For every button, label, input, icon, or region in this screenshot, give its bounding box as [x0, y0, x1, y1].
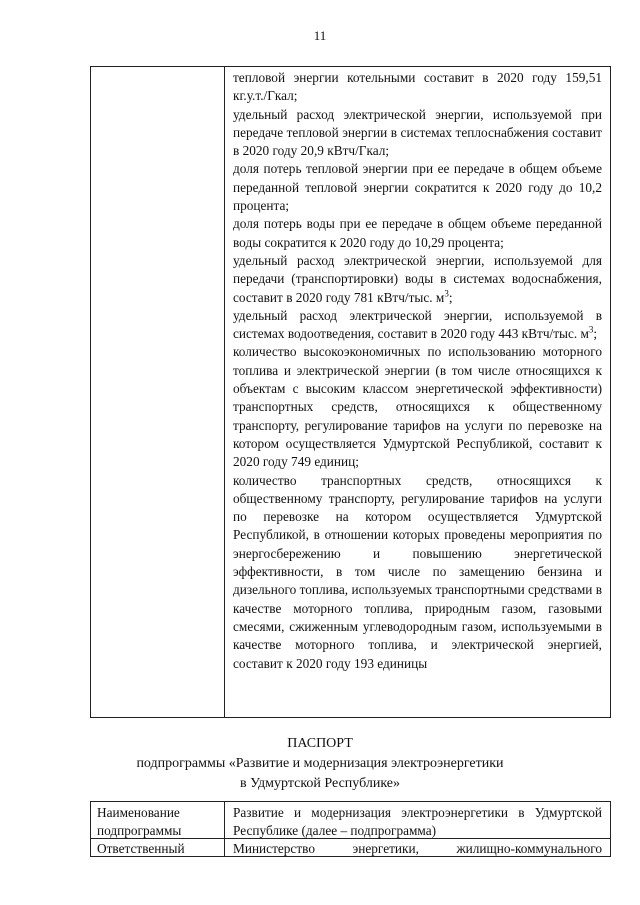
punctuation: ;: [448, 289, 453, 305]
passport-subtitle-line2: в Удмуртской Республике»: [239, 776, 401, 791]
paragraph-heat-electricity: удельный расход электрической энергии, используемой при передаче тепловой энергии в системах теплоснабжения составит в 2020 году 20,9 кВтч/Гкал;: [233, 106, 602, 159]
passport-title: ПАСПОРТ: [287, 736, 353, 751]
paragraph-transport-measures: количество транспортных средств, относящихся к общественному транспорту, регулирование тарифов на услуги по перевозке на котором осуществляется Удмуртской Республикой, в отношении которых проведены мероприятия по энергосбережению и повышению энергетической эффективности, в том числе по замещению бензина и дизельного топлива, используемых транспортными средствами в качестве моторного топлива, природным газом, газовыми смесями, сжиженным углеводородным газом, используемыми в качестве моторного топлива, и электрической энергией, составит к 2020 году 193 единицы: [233, 472, 602, 671]
paragraph-boiler-fuel: тепловой энергии котельными составит в 2020 году 159,51 кг.у.т./Гкал;: [233, 70, 602, 104]
superscript: 3: [588, 324, 594, 335]
passport-subtitle-line1: подпрограммы «Развитие и модернизация электроэнергетики: [136, 756, 504, 771]
paragraph-water-losses: доля потерь воды при ее передаче в общем объеме переданной воды сократится к 2020 году до 10,29 процента;: [233, 216, 602, 250]
table-column-divider: [224, 802, 225, 856]
superscript: 3: [444, 288, 449, 299]
paragraph-heat-losses: доля потерь тепловой энергии при ее передаче в общем объеме переданной тепловой энергии сократится к 2020 году до 10,2 процента;: [233, 161, 602, 214]
row-label-responsible: Ответственный: [97, 841, 185, 856]
paragraph-water-supply-electricity: [233, 252, 602, 307]
paragraph-text: удельный расход электрической энергии, используемой в системах водоотведения, составит в 2020 году 443 кВтч/тыс. м: [233, 307, 602, 342]
punctuation: ;: [593, 326, 598, 342]
paragraph-text: удельный расход электрической энергии, используемой для передачи (транспортировки) воды в системах водоснабжения, составит в 2020 году 781 кВтч/тыс. м: [233, 252, 602, 305]
page-number: 11: [313, 28, 327, 43]
paragraph-efficient-transport: количество высокоэкономичных по использованию моторного топлива и электрической энергии (в том числе относящихся к объектам с высоким классом энергетической эффективности) транспортных средств, относящихся к общественному транспорту, регулирование тарифов на услуги по перевозке на котором осуществляется Удмуртской Республикой, составит к 2020 году 749 единиц;: [233, 344, 602, 470]
table-text-cell: [233, 69, 602, 673]
paragraph-wastewater-electricity: [233, 307, 602, 344]
continuation-table: [90, 66, 611, 718]
table-column-divider: [224, 67, 225, 717]
row-value-responsible: Министерство энергетики, жилищно-коммунального: [233, 841, 602, 856]
row-label-name: Наименование подпрограммы: [97, 805, 182, 838]
row-value-name: Развитие и модернизация электроэнергетики в Удмуртской Республике (далее – подпрограмма): [233, 805, 602, 838]
passport-table: [90, 801, 611, 857]
